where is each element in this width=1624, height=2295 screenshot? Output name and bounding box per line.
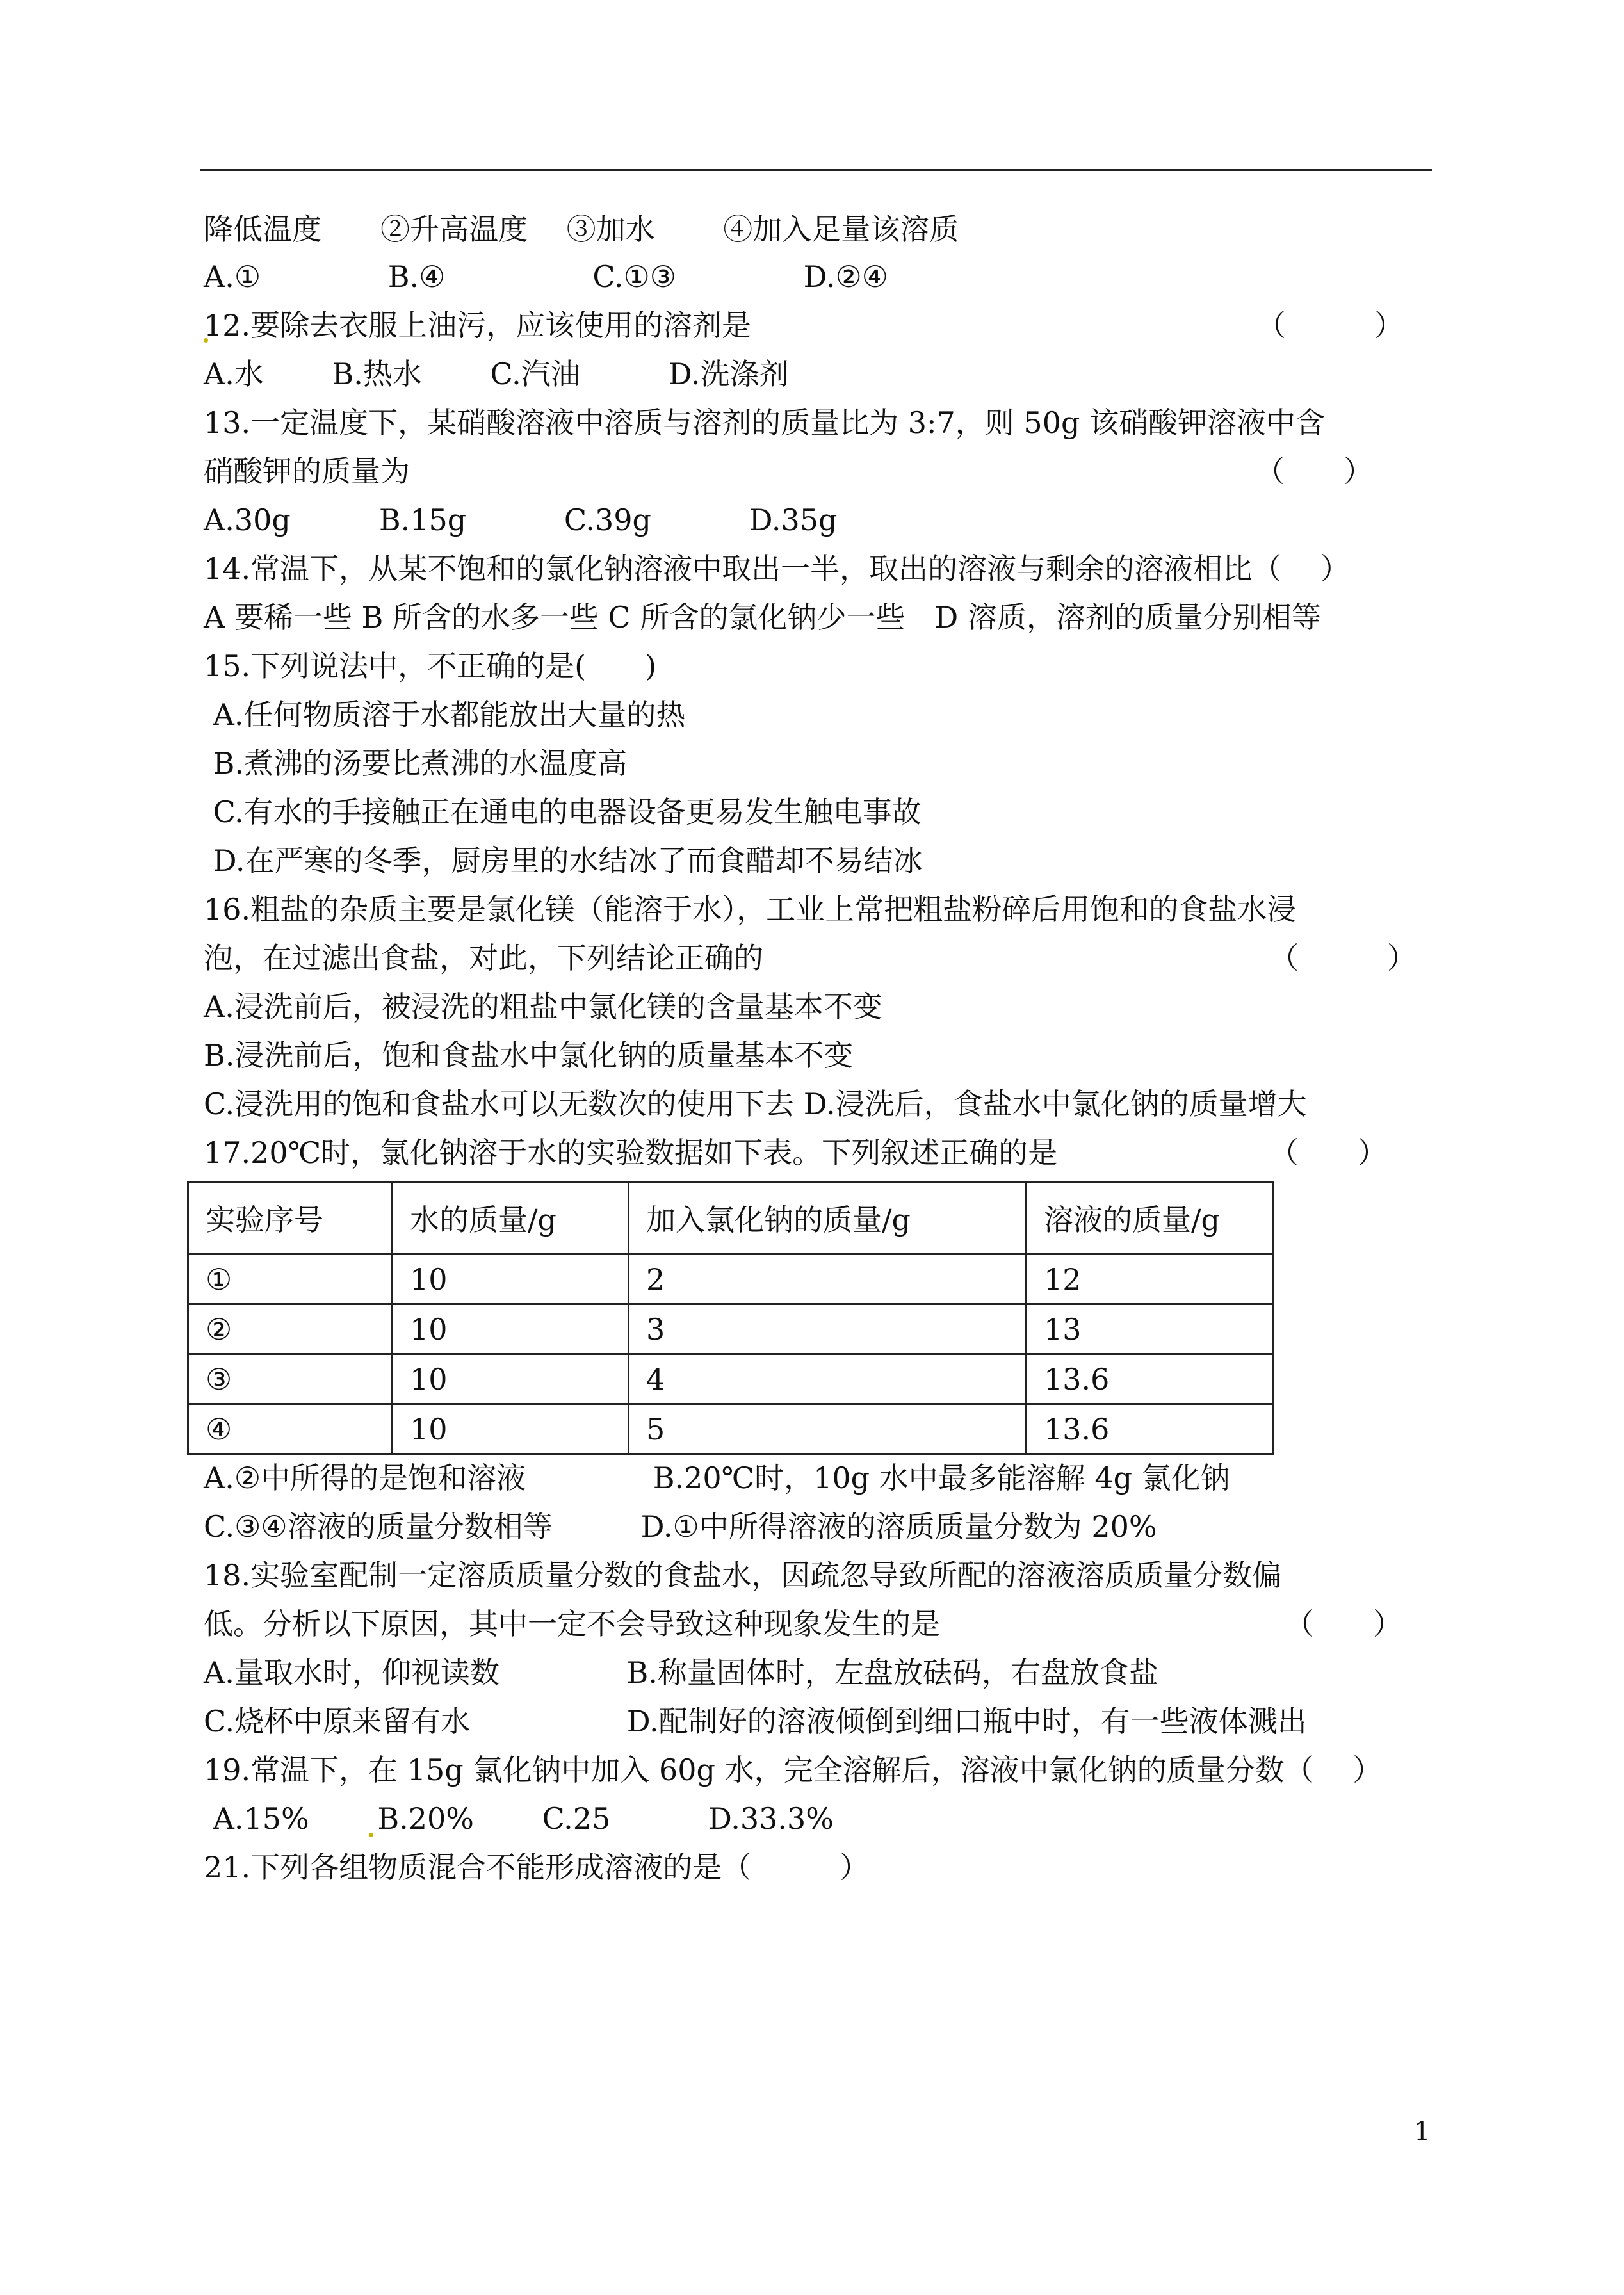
header-rule <box>200 169 1432 171</box>
table-cell: 2 <box>629 1254 1027 1304</box>
q18-answer-blank: （ ） <box>1285 1607 1402 1641</box>
q18-question-line1: 18.实验室配制一定溶质质量分数的食盐水，因疏忽导致所配的溶液溶质质量分数偏 <box>204 1558 1282 1593</box>
q19-question: 19.常温下，在 15g 氯化钠中加入 60g 水，完全溶解后，溶液中氯化钠的质量分数（ ） <box>204 1753 1383 1787</box>
q14-choices: A 要稀一些 B 所含的水多一些 C 所含的氯化钠少一些 D 溶质，溶剂的质量分别相等 <box>204 600 1321 635</box>
table-cell: ③ <box>188 1354 393 1404</box>
q17-choices-cd: C.③④溶液的质量分数相等 D.①中所得溶液的溶质质量分数为 20% <box>204 1509 1157 1544</box>
q15-choice-d: D.在严寒的冬季，厨房里的水结冰了而食醋却不易结冰 <box>204 843 923 878</box>
experiment-data-table <box>187 1181 1274 1455</box>
table-cell: 13.6 <box>1027 1354 1274 1404</box>
q17-answer-blank: （ ） <box>1269 1135 1387 1170</box>
q16-question-line1: 16.粗盐的杂质主要是氯化镁（能溶于水），工业上常把粗盐粉碎后用饱和的食盐水浸 <box>204 892 1297 927</box>
table-header-cell: 溶液的质量/g <box>1027 1182 1274 1254</box>
table-header-cell: 实验序号 <box>188 1182 393 1254</box>
q12-question: 12.要除去衣服上油污，应该使用的溶剂是 <box>204 308 752 343</box>
table-cell: 12 <box>1027 1254 1274 1304</box>
table-header-row <box>188 1182 1274 1254</box>
q16-choice-b: B.浸洗前后，饱和食盐水中氯化钠的质量基本不变 <box>204 1038 854 1073</box>
q15-question: 15.下列说法中，不正确的是( ) <box>204 649 657 683</box>
table-header-cell: 加入氯化钠的质量/g <box>629 1182 1027 1254</box>
q19-choices: A.15% B.20% C.25 D.33.3% <box>204 1801 834 1836</box>
q15-choice-c: C.有水的手接触正在通电的电器设备更易发生触电事故 <box>204 795 922 829</box>
table-cell: 5 <box>629 1404 1027 1454</box>
q18-choices-ab: A.量取水时，仰视读数 B.称量固体时，左盘放砝码，右盘放食盐 <box>204 1655 1158 1690</box>
q13-question-line2: 硝酸钾的质量为 <box>204 454 410 489</box>
q17-choices-ab: A.②中所得的是饱和溶液 B.20℃时，10g 水中最多能溶解 4g 氯化钠 <box>204 1461 1230 1495</box>
q12-choices: A.水 B.热水 C.汽油 D.洗涤剂 <box>204 357 789 391</box>
q18-choices-cd: C.烧杯中原来留有水 D.配制好的溶液倾倒到细口瓶中时，有一些液体溅出 <box>204 1704 1307 1739</box>
q13-choices: A.30g B.15g C.39g D.35g <box>204 503 838 537</box>
q11-options-text: 降低温度 ②升高温度 ③加水 ④加入足量该溶质 <box>204 212 959 247</box>
q14-question: 14.常温下，从某不饱和的氯化钠溶液中取出一半，取出的溶液与剩余的溶液相比（ ） <box>204 551 1350 586</box>
table-cell: 13 <box>1027 1304 1274 1354</box>
table-header-cell: 水的质量/g <box>393 1182 629 1254</box>
q17-question: 17.20℃时，氯化钠溶于水的实验数据如下表。下列叙述正确的是 <box>204 1135 1058 1170</box>
q15-choice-a: A.任何物质溶于水都能放出大量的热 <box>204 697 686 732</box>
table-cell: ① <box>188 1254 393 1304</box>
table-row <box>188 1304 1274 1354</box>
table-cell: 10 <box>393 1254 629 1304</box>
table-row <box>188 1254 1274 1304</box>
q16-question-line2: 泡，在过滤出食盐，对此，下列结论正确的 <box>204 941 763 975</box>
table-cell: 10 <box>393 1404 629 1454</box>
q21-question: 21.下列各组物质混合不能形成溶液的是（ ） <box>204 1850 870 1885</box>
q13-answer-blank: （ ） <box>1255 454 1373 489</box>
table-cell: 10 <box>393 1354 629 1404</box>
page-number: 1 <box>1414 2117 1431 2146</box>
table-cell: 4 <box>629 1354 1027 1404</box>
q16-choice-a: A.浸洗前后，被浸洗的粗盐中氯化镁的含量基本不变 <box>204 989 882 1024</box>
q12-answer-blank: （ ） <box>1256 308 1404 343</box>
table-cell: 13.6 <box>1027 1404 1274 1454</box>
table-cell: ② <box>188 1304 393 1354</box>
table-row <box>188 1354 1274 1404</box>
q16-answer-blank: （ ） <box>1269 941 1417 975</box>
table-cell: ④ <box>188 1404 393 1454</box>
table-row <box>188 1404 1274 1454</box>
q16-choice-cd: C.浸洗用的饱和食盐水可以无数次的使用下去 D.浸洗后，食盐水中氯化钠的质量增大 <box>204 1087 1307 1121</box>
q11-choices: A.① B.④ C.①③ D.②④ <box>204 259 888 294</box>
q15-choice-b: B.煮沸的汤要比煮沸的水温度高 <box>204 746 628 781</box>
table-cell: 10 <box>393 1304 629 1354</box>
table-cell: 3 <box>629 1304 1027 1354</box>
q13-question-line1: 13.一定温度下，某硝酸溶液中溶质与溶剂的质量比为 3:7，则 50g 该硝酸钾溶液中含 <box>204 405 1326 440</box>
q18-question-line2: 低。分析以下原因，其中一定不会导致这种现象发生的是 <box>204 1607 940 1641</box>
